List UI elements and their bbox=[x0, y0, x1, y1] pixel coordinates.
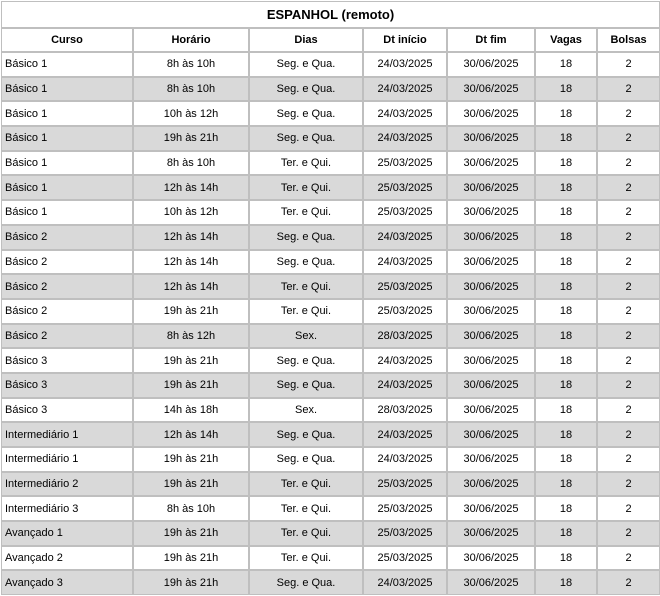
cell-vagas: 18 bbox=[536, 53, 598, 78]
cell-horario: 12h às 14h bbox=[134, 176, 250, 201]
cell-bolsas: 2 bbox=[598, 497, 659, 522]
cell-dt-fim: 30/06/2025 bbox=[448, 473, 536, 498]
cell-horario: 8h às 10h bbox=[134, 497, 250, 522]
cell-dias: Sex. bbox=[250, 399, 364, 424]
cell-bolsas: 2 bbox=[598, 176, 659, 201]
cell-dias: Ter. e Qui. bbox=[250, 547, 364, 572]
table-header-row bbox=[2, 29, 659, 53]
cell-horario: 19h às 21h bbox=[134, 374, 250, 399]
cell-dt-inicio: 28/03/2025 bbox=[364, 325, 448, 350]
cell-curso: Básico 1 bbox=[2, 53, 134, 78]
cell-horario: 10h às 12h bbox=[134, 201, 250, 226]
table-row bbox=[2, 473, 659, 498]
cell-dt-inicio: 25/03/2025 bbox=[364, 176, 448, 201]
cell-bolsas: 2 bbox=[598, 275, 659, 300]
table-row bbox=[2, 497, 659, 522]
cell-dias: Ter. e Qui. bbox=[250, 176, 364, 201]
cell-dt-inicio: 24/03/2025 bbox=[364, 571, 448, 594]
cell-curso: Básico 2 bbox=[2, 300, 134, 325]
cell-dt-inicio: 24/03/2025 bbox=[364, 423, 448, 448]
table-row bbox=[2, 448, 659, 473]
cell-dias: Seg. e Qua. bbox=[250, 127, 364, 152]
cell-bolsas: 2 bbox=[598, 473, 659, 498]
cell-horario: 19h às 21h bbox=[134, 127, 250, 152]
cell-dias: Seg. e Qua. bbox=[250, 374, 364, 399]
cell-vagas: 18 bbox=[536, 325, 598, 350]
table-row bbox=[2, 78, 659, 103]
table-row bbox=[2, 102, 659, 127]
cell-horario: 8h às 10h bbox=[134, 78, 250, 103]
cell-curso: Avançado 2 bbox=[2, 547, 134, 572]
cell-dias: Ter. e Qui. bbox=[250, 497, 364, 522]
cell-bolsas: 2 bbox=[598, 152, 659, 177]
header-dias: Dias bbox=[250, 29, 364, 53]
cell-horario: 12h às 14h bbox=[134, 251, 250, 276]
cell-dt-fim: 30/06/2025 bbox=[448, 571, 536, 594]
cell-vagas: 18 bbox=[536, 448, 598, 473]
cell-dt-fim: 30/06/2025 bbox=[448, 522, 536, 547]
cell-horario: 19h às 21h bbox=[134, 522, 250, 547]
cell-vagas: 18 bbox=[536, 152, 598, 177]
cell-dt-fim: 30/06/2025 bbox=[448, 448, 536, 473]
cell-horario: 12h às 14h bbox=[134, 423, 250, 448]
cell-horario: 8h às 12h bbox=[134, 325, 250, 350]
table-row bbox=[2, 201, 659, 226]
cell-dias: Ter. e Qui. bbox=[250, 300, 364, 325]
cell-dt-inicio: 24/03/2025 bbox=[364, 127, 448, 152]
table-row bbox=[2, 127, 659, 152]
cell-curso: Básico 1 bbox=[2, 102, 134, 127]
cell-bolsas: 2 bbox=[598, 547, 659, 572]
cell-dt-inicio: 25/03/2025 bbox=[364, 275, 448, 300]
cell-curso: Intermediário 3 bbox=[2, 497, 134, 522]
cell-curso: Intermediário 2 bbox=[2, 473, 134, 498]
schedule-table bbox=[1, 1, 660, 595]
cell-bolsas: 2 bbox=[598, 571, 659, 594]
cell-curso: Básico 1 bbox=[2, 127, 134, 152]
table-row bbox=[2, 571, 659, 594]
cell-dias: Ter. e Qui. bbox=[250, 522, 364, 547]
cell-curso: Avançado 1 bbox=[2, 522, 134, 547]
cell-bolsas: 2 bbox=[598, 127, 659, 152]
cell-dt-fim: 30/06/2025 bbox=[448, 176, 536, 201]
table-row bbox=[2, 226, 659, 251]
cell-dias: Seg. e Qua. bbox=[250, 423, 364, 448]
cell-bolsas: 2 bbox=[598, 102, 659, 127]
header-dt-inicio: Dt início bbox=[364, 29, 448, 53]
header-bolsas: Bolsas bbox=[598, 29, 659, 53]
cell-vagas: 18 bbox=[536, 349, 598, 374]
cell-dt-inicio: 24/03/2025 bbox=[364, 53, 448, 78]
cell-dias: Seg. e Qua. bbox=[250, 226, 364, 251]
cell-dias: Ter. e Qui. bbox=[250, 201, 364, 226]
cell-curso: Básico 2 bbox=[2, 226, 134, 251]
cell-dt-fim: 30/06/2025 bbox=[448, 423, 536, 448]
cell-dt-fim: 30/06/2025 bbox=[448, 300, 536, 325]
cell-bolsas: 2 bbox=[598, 300, 659, 325]
cell-dt-inicio: 25/03/2025 bbox=[364, 473, 448, 498]
cell-vagas: 18 bbox=[536, 497, 598, 522]
cell-dias: Seg. e Qua. bbox=[250, 251, 364, 276]
cell-dias: Seg. e Qua. bbox=[250, 53, 364, 78]
cell-curso: Básico 3 bbox=[2, 399, 134, 424]
cell-dt-fim: 30/06/2025 bbox=[448, 226, 536, 251]
cell-curso: Básico 3 bbox=[2, 374, 134, 399]
cell-dt-inicio: 24/03/2025 bbox=[364, 78, 448, 103]
cell-dt-inicio: 25/03/2025 bbox=[364, 522, 448, 547]
cell-dt-fim: 30/06/2025 bbox=[448, 78, 536, 103]
cell-curso: Intermediário 1 bbox=[2, 448, 134, 473]
cell-dt-fim: 30/06/2025 bbox=[448, 53, 536, 78]
cell-vagas: 18 bbox=[536, 201, 598, 226]
cell-vagas: 18 bbox=[536, 78, 598, 103]
cell-dt-inicio: 24/03/2025 bbox=[364, 448, 448, 473]
cell-dt-fim: 30/06/2025 bbox=[448, 547, 536, 572]
table-row bbox=[2, 374, 659, 399]
cell-bolsas: 2 bbox=[598, 374, 659, 399]
cell-vagas: 18 bbox=[536, 423, 598, 448]
cell-horario: 12h às 14h bbox=[134, 226, 250, 251]
cell-dt-fim: 30/06/2025 bbox=[448, 201, 536, 226]
cell-dias: Seg. e Qua. bbox=[250, 78, 364, 103]
cell-bolsas: 2 bbox=[598, 399, 659, 424]
cell-dt-inicio: 24/03/2025 bbox=[364, 102, 448, 127]
cell-horario: 19h às 21h bbox=[134, 547, 250, 572]
cell-dt-inicio: 24/03/2025 bbox=[364, 251, 448, 276]
header-dt-fim: Dt fim bbox=[448, 29, 536, 53]
cell-dias: Seg. e Qua. bbox=[250, 349, 364, 374]
cell-horario: 19h às 21h bbox=[134, 571, 250, 594]
table-row bbox=[2, 53, 659, 78]
cell-vagas: 18 bbox=[536, 547, 598, 572]
cell-dias: Ter. e Qui. bbox=[250, 473, 364, 498]
cell-dt-inicio: 24/03/2025 bbox=[364, 374, 448, 399]
table-row bbox=[2, 547, 659, 572]
cell-bolsas: 2 bbox=[598, 201, 659, 226]
table-row bbox=[2, 152, 659, 177]
cell-bolsas: 2 bbox=[598, 53, 659, 78]
table-body bbox=[2, 53, 659, 594]
cell-curso: Básico 2 bbox=[2, 251, 134, 276]
cell-dt-inicio: 25/03/2025 bbox=[364, 497, 448, 522]
cell-dt-inicio: 25/03/2025 bbox=[364, 152, 448, 177]
cell-dt-fim: 30/06/2025 bbox=[448, 399, 536, 424]
cell-horario: 8h às 10h bbox=[134, 152, 250, 177]
table-row bbox=[2, 325, 659, 350]
cell-dt-fim: 30/06/2025 bbox=[448, 251, 536, 276]
cell-bolsas: 2 bbox=[598, 325, 659, 350]
cell-bolsas: 2 bbox=[598, 78, 659, 103]
cell-vagas: 18 bbox=[536, 571, 598, 594]
cell-curso: Básico 1 bbox=[2, 152, 134, 177]
cell-dt-inicio: 25/03/2025 bbox=[364, 547, 448, 572]
cell-curso: Intermediário 1 bbox=[2, 423, 134, 448]
table-row bbox=[2, 176, 659, 201]
cell-dt-inicio: 25/03/2025 bbox=[364, 300, 448, 325]
cell-horario: 8h às 10h bbox=[134, 53, 250, 78]
table-row bbox=[2, 522, 659, 547]
cell-dt-fim: 30/06/2025 bbox=[448, 374, 536, 399]
cell-dt-fim: 30/06/2025 bbox=[448, 275, 536, 300]
table-title: ESPANHOL (remoto) bbox=[2, 2, 659, 29]
cell-bolsas: 2 bbox=[598, 423, 659, 448]
cell-dias: Seg. e Qua. bbox=[250, 448, 364, 473]
cell-horario: 12h às 14h bbox=[134, 275, 250, 300]
cell-vagas: 18 bbox=[536, 275, 598, 300]
cell-dias: Seg. e Qua. bbox=[250, 571, 364, 594]
cell-curso: Básico 3 bbox=[2, 349, 134, 374]
cell-dt-fim: 30/06/2025 bbox=[448, 152, 536, 177]
table-row bbox=[2, 251, 659, 276]
cell-dias: Seg. e Qua. bbox=[250, 102, 364, 127]
cell-dt-fim: 30/06/2025 bbox=[448, 102, 536, 127]
table-row bbox=[2, 275, 659, 300]
cell-dt-inicio: 24/03/2025 bbox=[364, 226, 448, 251]
cell-dias: Ter. e Qui. bbox=[250, 152, 364, 177]
cell-horario: 19h às 21h bbox=[134, 300, 250, 325]
cell-curso: Básico 1 bbox=[2, 176, 134, 201]
cell-vagas: 18 bbox=[536, 399, 598, 424]
schedule-container bbox=[1, 1, 658, 595]
cell-dt-inicio: 24/03/2025 bbox=[364, 349, 448, 374]
table-row bbox=[2, 399, 659, 424]
cell-vagas: 18 bbox=[536, 473, 598, 498]
cell-curso: Básico 1 bbox=[2, 201, 134, 226]
table-title-row bbox=[2, 2, 659, 29]
cell-vagas: 18 bbox=[536, 522, 598, 547]
cell-bolsas: 2 bbox=[598, 522, 659, 547]
cell-bolsas: 2 bbox=[598, 349, 659, 374]
cell-dt-fim: 30/06/2025 bbox=[448, 497, 536, 522]
header-curso: Curso bbox=[2, 29, 134, 53]
table-row bbox=[2, 300, 659, 325]
cell-dt-inicio: 28/03/2025 bbox=[364, 399, 448, 424]
table-row bbox=[2, 423, 659, 448]
cell-dt-fim: 30/06/2025 bbox=[448, 349, 536, 374]
cell-bolsas: 2 bbox=[598, 251, 659, 276]
header-horario: Horário bbox=[134, 29, 250, 53]
cell-dt-fim: 30/06/2025 bbox=[448, 325, 536, 350]
cell-vagas: 18 bbox=[536, 374, 598, 399]
cell-curso: Avançado 3 bbox=[2, 571, 134, 594]
cell-dias: Ter. e Qui. bbox=[250, 275, 364, 300]
table-row bbox=[2, 349, 659, 374]
cell-vagas: 18 bbox=[536, 300, 598, 325]
cell-vagas: 18 bbox=[536, 102, 598, 127]
cell-horario: 10h às 12h bbox=[134, 102, 250, 127]
cell-vagas: 18 bbox=[536, 251, 598, 276]
cell-vagas: 18 bbox=[536, 226, 598, 251]
header-vagas: Vagas bbox=[536, 29, 598, 53]
cell-vagas: 18 bbox=[536, 176, 598, 201]
cell-bolsas: 2 bbox=[598, 448, 659, 473]
cell-dias: Sex. bbox=[250, 325, 364, 350]
cell-dt-fim: 30/06/2025 bbox=[448, 127, 536, 152]
cell-curso: Básico 2 bbox=[2, 275, 134, 300]
cell-bolsas: 2 bbox=[598, 226, 659, 251]
cell-dt-inicio: 25/03/2025 bbox=[364, 201, 448, 226]
cell-curso: Básico 2 bbox=[2, 325, 134, 350]
cell-vagas: 18 bbox=[536, 127, 598, 152]
cell-curso: Básico 1 bbox=[2, 78, 134, 103]
cell-horario: 19h às 21h bbox=[134, 473, 250, 498]
cell-horario: 19h às 21h bbox=[134, 349, 250, 374]
cell-horario: 19h às 21h bbox=[134, 448, 250, 473]
cell-horario: 14h às 18h bbox=[134, 399, 250, 424]
